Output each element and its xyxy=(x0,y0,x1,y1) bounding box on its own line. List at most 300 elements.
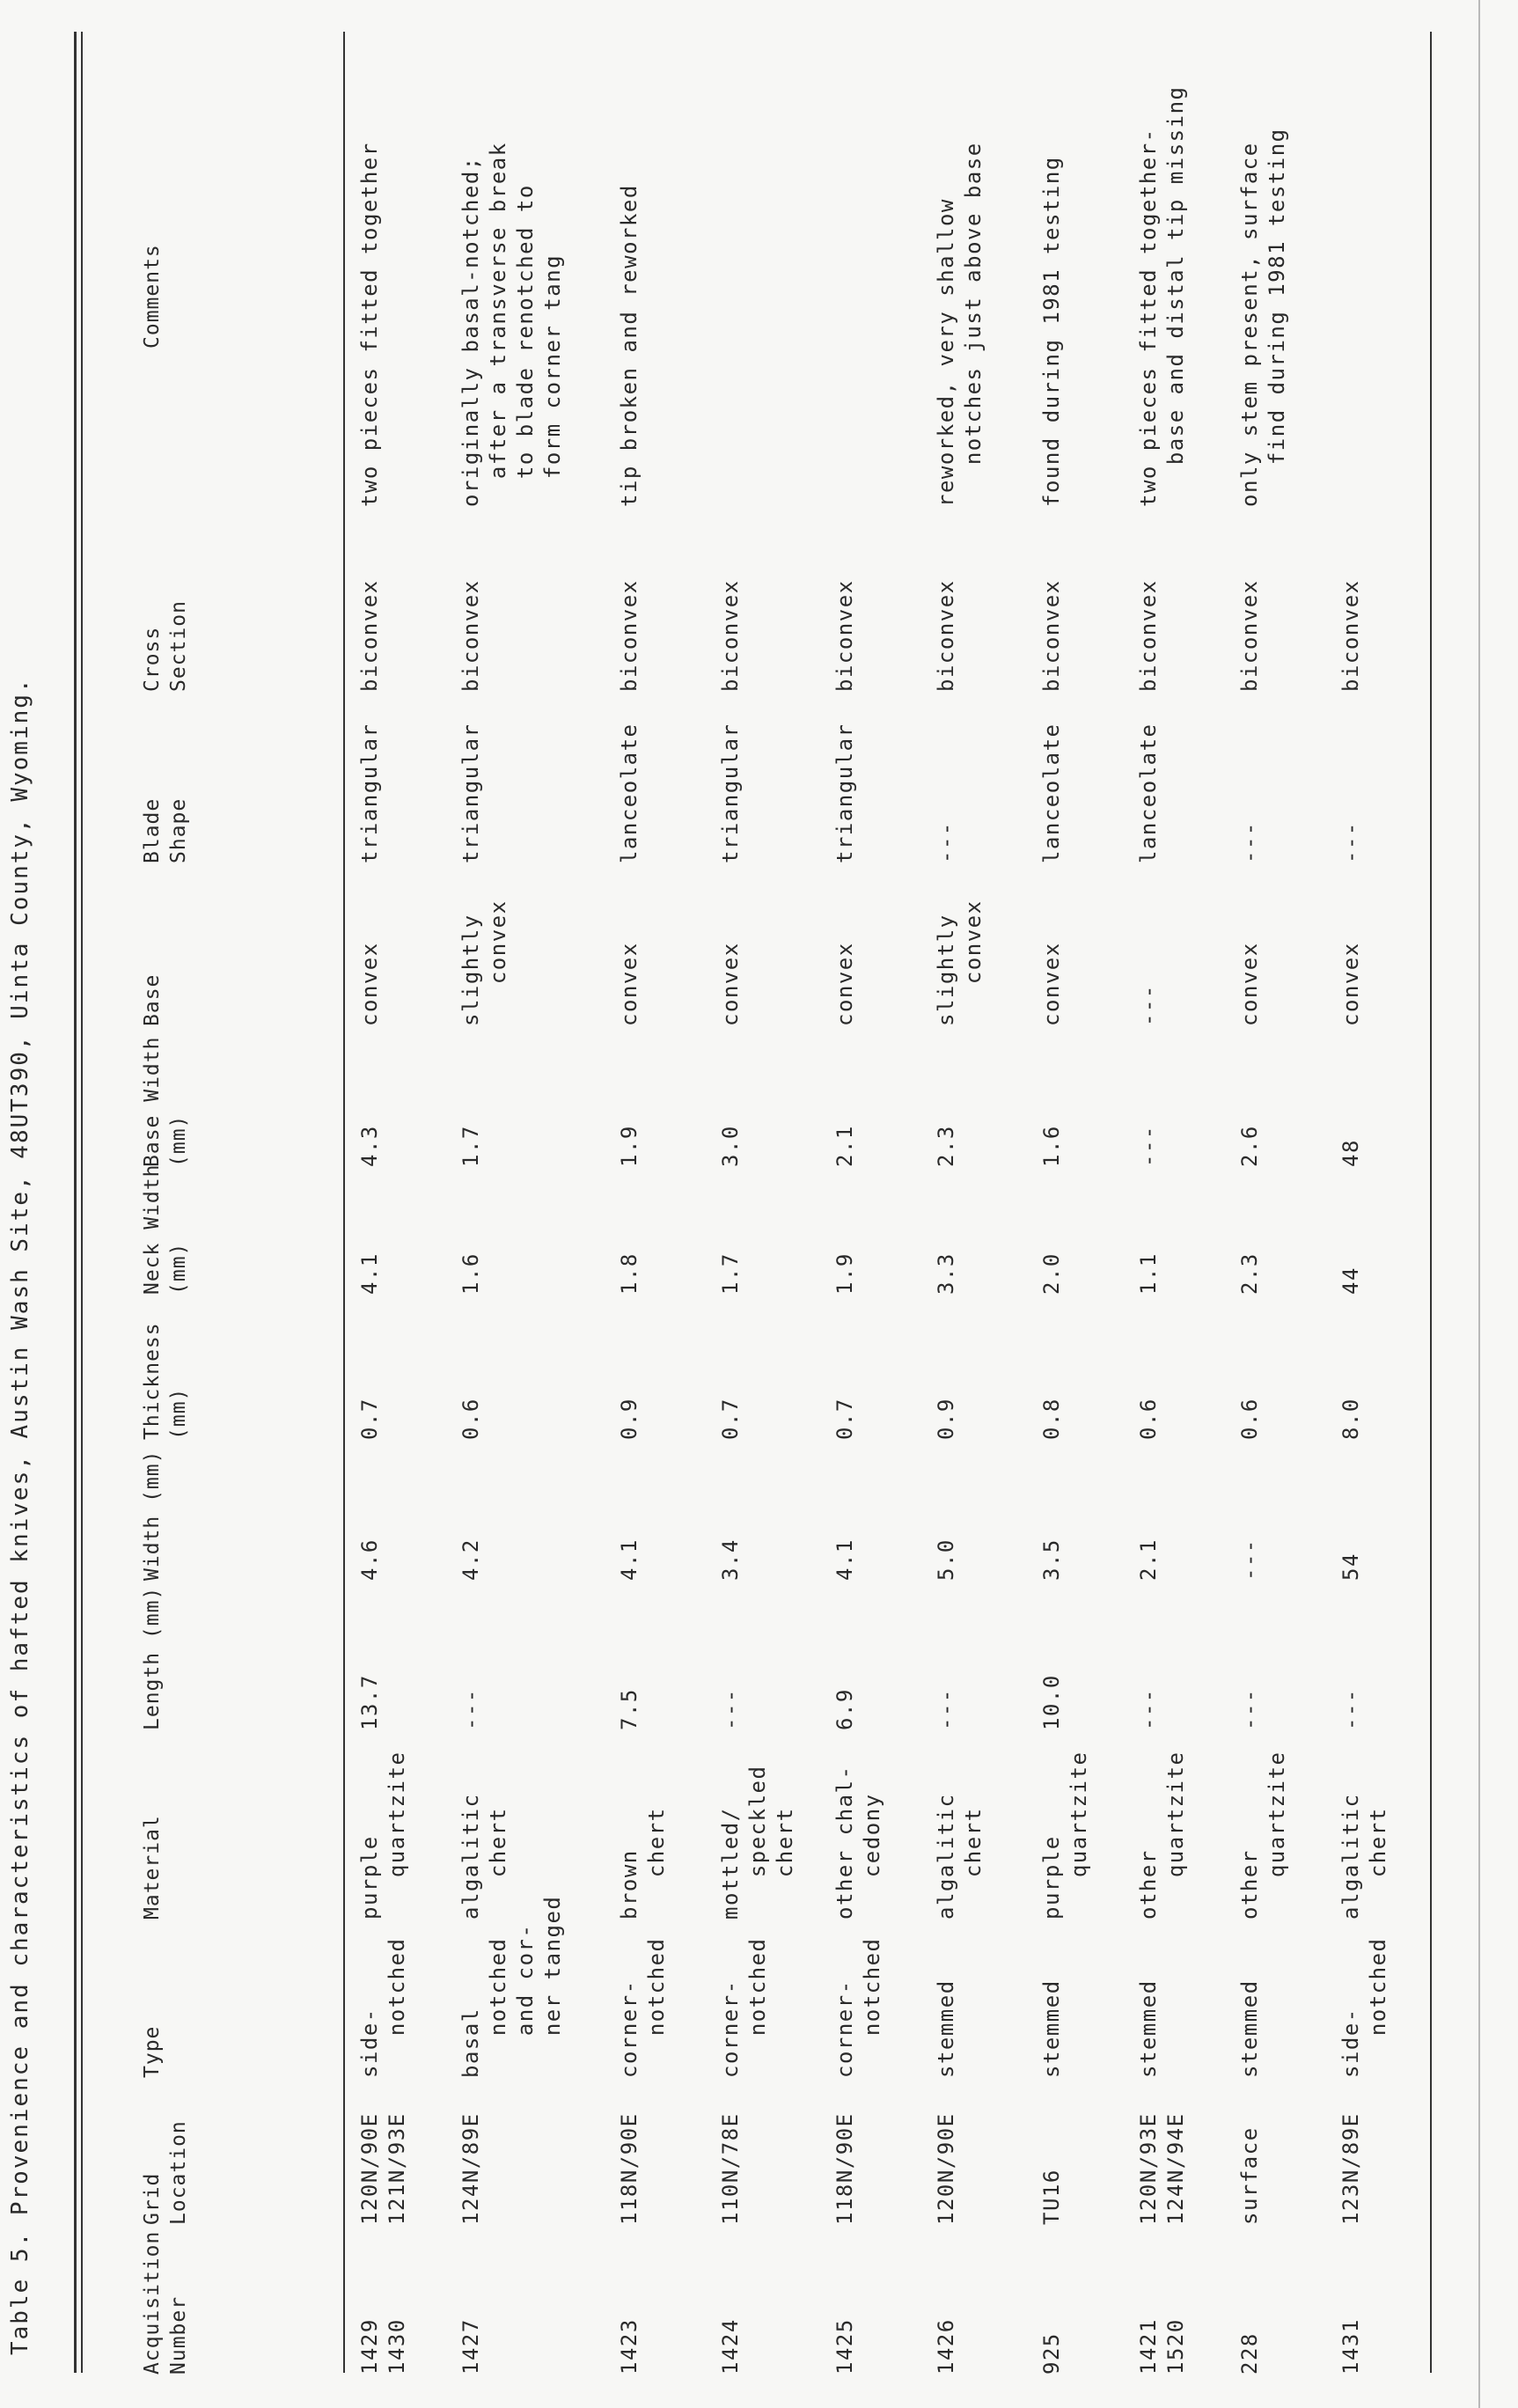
cell-text: convex xyxy=(961,899,986,1026)
cell-text: 0.9 xyxy=(934,1398,958,1440)
header-type xyxy=(139,2026,165,2078)
cell-text: base and distal tip missing xyxy=(1163,85,1188,507)
cell-thickness xyxy=(933,1398,960,1440)
cell-text: biconvex xyxy=(1237,579,1262,692)
cell-acquisition-number xyxy=(356,2318,411,2375)
header-acquisition-number xyxy=(139,2231,192,2375)
cell-cross-section xyxy=(356,579,384,692)
cell-text: 1.7 xyxy=(458,1125,483,1167)
cell-text: triangular xyxy=(832,723,857,863)
cell-text: biconvex xyxy=(832,579,857,692)
header-rule xyxy=(343,32,345,2373)
cell-text: stemmed xyxy=(1039,1979,1064,2078)
cell-text: 1.7 xyxy=(718,1252,743,1295)
cell-thickness xyxy=(1038,1398,1066,1440)
cell-width xyxy=(1038,1538,1066,1581)
header-text: Cross xyxy=(141,626,164,692)
cell-text: 120N/90E xyxy=(357,2112,382,2225)
cell-text: lanceolate xyxy=(617,723,642,863)
cell-text: 1423 xyxy=(617,2318,642,2375)
cell-comments xyxy=(458,142,567,507)
cell-text: algalitic xyxy=(458,1793,483,1920)
cell-type xyxy=(1338,1938,1392,2079)
cell-comments xyxy=(933,142,987,507)
cell-base xyxy=(933,899,987,1026)
cell-width xyxy=(458,1538,485,1581)
cell-base xyxy=(1038,942,1066,1026)
cell-text: lanceolate xyxy=(1039,723,1064,863)
cell-grid-location xyxy=(832,2112,859,2225)
header-text: Thickness xyxy=(141,1322,164,1440)
header-text: Length (mm) xyxy=(141,1586,164,1730)
header-text: Location xyxy=(167,2120,190,2225)
cell-text: purple xyxy=(1039,1835,1064,1920)
cell-neck-width xyxy=(832,1252,859,1295)
cell-text: convex xyxy=(617,942,642,1026)
cell-text: 1.6 xyxy=(1039,1125,1064,1167)
cell-text: corner- xyxy=(617,1979,642,2078)
cell-text: purple xyxy=(357,1835,382,1920)
cell-text: 2.3 xyxy=(934,1125,958,1167)
cell-type xyxy=(616,1938,671,2079)
cell-width xyxy=(933,1538,960,1581)
cell-text: two pieces fitted together xyxy=(357,142,382,507)
cell-blade-shape xyxy=(1038,723,1066,864)
cell-text: 0.6 xyxy=(458,1398,483,1440)
header-blade-shape xyxy=(139,798,192,863)
cell-grid-location xyxy=(1338,2112,1365,2225)
cell-comments xyxy=(1135,86,1190,507)
cell-width xyxy=(1236,1538,1264,1581)
cell-text: biconvex xyxy=(1136,579,1161,692)
header-width xyxy=(139,1450,165,1581)
cell-cross-section xyxy=(832,579,859,692)
cell-text: 1.1 xyxy=(1136,1252,1161,1295)
cell-thickness xyxy=(832,1398,859,1440)
cell-cross-section xyxy=(1135,579,1162,692)
cell-length xyxy=(1038,1674,1066,1730)
cell-text: notches just above base xyxy=(961,142,986,507)
cell-text: other xyxy=(1136,1849,1161,1920)
cell-text: 4.2 xyxy=(458,1538,483,1581)
cell-neck-width xyxy=(717,1252,744,1295)
cell-length xyxy=(933,1688,960,1730)
cell-text: slightly xyxy=(934,914,958,1026)
cell-acquisition-number xyxy=(458,2318,485,2375)
cell-text: speckled xyxy=(745,1765,770,1920)
cell-text: chert xyxy=(644,1807,669,1920)
cell-text: lanceolate xyxy=(1136,723,1161,863)
cell-text: originally basal-notched; xyxy=(458,156,483,507)
cell-text: convex xyxy=(1039,942,1064,1026)
cell-grid-location xyxy=(356,2112,411,2225)
cell-text: 120N/90E xyxy=(934,2112,958,2225)
cell-length xyxy=(1135,1688,1162,1730)
header-text: (mm) xyxy=(167,1114,190,1167)
cell-base xyxy=(356,942,384,1026)
cell-text: --- xyxy=(1338,821,1363,863)
cell-base-width xyxy=(1236,1125,1264,1167)
cell-text: other chal- xyxy=(832,1765,857,1920)
cell-neck-width xyxy=(1338,1266,1365,1295)
cell-acquisition-number xyxy=(933,2318,960,2375)
header-text: (mm) xyxy=(167,1387,190,1440)
cell-thickness xyxy=(717,1398,744,1440)
header-text: Section xyxy=(167,600,190,692)
cell-text: 2.3 xyxy=(1237,1252,1262,1295)
cell-text: chert xyxy=(773,1807,797,1920)
cell-type xyxy=(1236,1979,1264,2078)
cell-text: notched xyxy=(486,1937,510,2078)
cell-base-width xyxy=(458,1125,485,1167)
cell-base-width xyxy=(832,1125,859,1167)
cell-acquisition-number xyxy=(1038,2332,1066,2375)
cell-text: --- xyxy=(1237,1538,1262,1581)
cell-text: notched xyxy=(385,1937,409,2078)
cell-acquisition-number xyxy=(1338,2318,1365,2375)
table-caption: Table 5. Provenience and characteristics of hafted knives, Austin Wash Site, 48UT390, Uinta County, Wyoming. xyxy=(7,677,33,2355)
cell-grid-location xyxy=(1236,2126,1264,2225)
header-text: Material xyxy=(141,1815,164,1920)
cell-type xyxy=(458,1896,567,2078)
cell-text: surface xyxy=(1237,2126,1262,2225)
cell-text: 0.6 xyxy=(1237,1398,1262,1440)
header-text: Number xyxy=(167,2295,190,2375)
cell-text: 3.0 xyxy=(718,1125,743,1167)
cell-text: brown xyxy=(617,1849,642,1920)
cell-acquisition-number xyxy=(717,2318,744,2375)
cell-text: chert xyxy=(961,1807,986,1920)
header-thickness xyxy=(139,1322,192,1440)
cell-text: convex xyxy=(486,899,510,1026)
cell-text: biconvex xyxy=(1338,579,1363,692)
cell-text: 1.9 xyxy=(617,1125,642,1167)
cell-type xyxy=(356,1938,411,2079)
cell-text: side- xyxy=(357,2008,382,2078)
cell-base-width xyxy=(1338,1139,1365,1167)
cell-cross-section xyxy=(1338,579,1365,692)
cell-comments xyxy=(356,142,384,507)
cell-text: 1.9 xyxy=(832,1252,857,1295)
header-comments xyxy=(139,244,165,349)
cell-text: 0.7 xyxy=(832,1398,857,1440)
cell-text: ner tanged xyxy=(540,1895,565,2078)
cell-text: convex xyxy=(1237,942,1262,1026)
cell-text: 925 xyxy=(1039,2332,1064,2375)
cell-text: 1431 xyxy=(1338,2318,1363,2375)
cell-thickness xyxy=(1338,1398,1365,1440)
cell-text: 4.3 xyxy=(357,1125,382,1167)
cell-base-width xyxy=(933,1125,960,1167)
cell-material xyxy=(933,1793,987,1920)
cell-width xyxy=(616,1538,643,1581)
cell-material xyxy=(832,1766,886,1920)
cell-base-width xyxy=(1135,1125,1162,1167)
cell-length xyxy=(832,1688,859,1730)
cell-base xyxy=(717,942,744,1026)
cell-grid-location xyxy=(1135,2112,1190,2225)
cell-text: 2.0 xyxy=(1039,1252,1064,1295)
header-length xyxy=(139,1587,165,1730)
cell-text: form corner tang xyxy=(540,253,565,507)
cell-text: convex xyxy=(357,942,382,1026)
cell-width xyxy=(356,1538,384,1581)
cell-material xyxy=(1338,1793,1392,1920)
cell-text: 7.5 xyxy=(617,1688,642,1730)
cell-text: triangular xyxy=(458,723,483,863)
header-text: (mm) xyxy=(167,1242,190,1295)
cell-text: 0.9 xyxy=(617,1398,642,1440)
cell-text: quartzite xyxy=(1067,1751,1091,1920)
header-base-width xyxy=(139,1037,192,1167)
cell-text: 44 xyxy=(1338,1266,1363,1295)
cell-text: found during 1981 testing xyxy=(1039,156,1064,507)
header-text: Comments xyxy=(141,244,164,349)
cell-text: 3.3 xyxy=(934,1252,958,1295)
cell-text: stemmed xyxy=(934,1979,958,2078)
cell-length xyxy=(717,1688,744,1730)
cell-text: 8.0 xyxy=(1338,1398,1363,1440)
cell-blade-shape xyxy=(616,723,643,864)
header-text: Grid xyxy=(141,2172,164,2225)
cell-neck-width xyxy=(1135,1252,1162,1295)
header-text: Base Width xyxy=(141,1036,164,1167)
cell-neck-width xyxy=(356,1252,384,1295)
cell-acquisition-number xyxy=(1135,2318,1190,2375)
top-rule-2 xyxy=(81,32,83,2373)
cell-width xyxy=(1338,1553,1365,1581)
cell-text: corner- xyxy=(832,1979,857,2078)
cell-text: triangular xyxy=(718,723,743,863)
cell-material xyxy=(616,1807,671,1920)
cell-text: biconvex xyxy=(458,579,483,692)
cell-material xyxy=(1038,1751,1093,1920)
cell-text: convex xyxy=(1338,942,1363,1026)
cell-grid-location xyxy=(616,2112,643,2225)
cell-text: to blade renotched to xyxy=(513,184,538,507)
cell-blade-shape xyxy=(933,821,960,863)
header-cross-section xyxy=(139,600,192,692)
cell-thickness xyxy=(458,1398,485,1440)
cell-text: 1.8 xyxy=(617,1252,642,1295)
cell-text: biconvex xyxy=(357,579,382,692)
header-neck-width xyxy=(139,1164,192,1295)
cell-cross-section xyxy=(1236,579,1264,692)
header-text: Shape xyxy=(167,797,190,863)
scan-edge xyxy=(1478,0,1480,2408)
cell-width xyxy=(717,1538,744,1581)
cell-length xyxy=(1236,1688,1264,1730)
cell-cross-section xyxy=(717,579,744,692)
cell-text: 4.1 xyxy=(832,1538,857,1581)
cell-text: algalitic xyxy=(934,1793,958,1920)
cell-text: 1520 xyxy=(1163,2318,1188,2375)
cell-text: 1421 xyxy=(1136,2318,1161,2375)
cell-text: two pieces fitted together- xyxy=(1136,128,1161,507)
cell-type xyxy=(933,1979,960,2078)
cell-text: notched xyxy=(644,1937,669,2078)
cell-base-width xyxy=(356,1125,384,1167)
cell-text: slightly xyxy=(458,914,483,1026)
cell-blade-shape xyxy=(1236,821,1264,863)
cell-text: --- xyxy=(1237,1688,1262,1730)
cell-text: 1425 xyxy=(832,2318,857,2375)
cell-text: --- xyxy=(1338,1688,1363,1730)
cell-material xyxy=(356,1751,411,1920)
bottom-rule xyxy=(1430,32,1432,2373)
cell-neck-width xyxy=(1038,1252,1066,1295)
cell-neck-width xyxy=(1236,1252,1264,1295)
cell-text: 118N/90E xyxy=(617,2112,642,2225)
cell-thickness xyxy=(1135,1398,1162,1440)
cell-text: --- xyxy=(1136,984,1161,1026)
cell-base-width xyxy=(717,1125,744,1167)
cell-text: algalitic xyxy=(1338,1793,1363,1920)
header-text: Acquisition xyxy=(141,2230,164,2375)
cell-cross-section xyxy=(458,579,485,692)
cell-text: convex xyxy=(832,942,857,1026)
cell-text: notched xyxy=(860,1937,884,2078)
cell-text: biconvex xyxy=(1039,579,1064,692)
cell-base xyxy=(458,899,512,1026)
cell-text: 1.6 xyxy=(458,1252,483,1295)
cell-text: 4.1 xyxy=(357,1252,382,1295)
cell-text: notched xyxy=(1366,1937,1390,2078)
cell-text: 4.6 xyxy=(357,1538,382,1581)
header-text: Neck Width xyxy=(141,1164,164,1295)
cell-text: after a transverse break xyxy=(486,142,510,507)
cell-text: 228 xyxy=(1237,2332,1262,2375)
cell-text: 1424 xyxy=(718,2318,743,2375)
cell-width xyxy=(832,1538,859,1581)
cell-text: 13.7 xyxy=(357,1674,382,1730)
cell-text: --- xyxy=(458,1688,483,1730)
cell-base xyxy=(1135,984,1162,1026)
cell-text: only stem present, surface xyxy=(1237,142,1262,507)
cell-grid-location xyxy=(717,2112,744,2225)
cell-text: 121N/93E xyxy=(385,2112,409,2225)
cell-cross-section xyxy=(1038,579,1066,692)
cell-base xyxy=(1236,942,1264,1026)
cell-text: biconvex xyxy=(934,579,958,692)
cell-blade-shape xyxy=(356,723,384,864)
header-text: Type xyxy=(141,2025,164,2078)
cell-text: 1430 xyxy=(385,2318,409,2375)
cell-length xyxy=(1338,1688,1365,1730)
cell-text: TU16 xyxy=(1039,2169,1064,2225)
cell-base-width xyxy=(1038,1125,1066,1167)
cell-text: --- xyxy=(1237,821,1262,863)
cell-text: 1427 xyxy=(458,2318,483,2375)
cell-text: 124N/94E xyxy=(1163,2112,1188,2225)
cell-type xyxy=(1038,1979,1066,2078)
header-grid-location xyxy=(139,2120,192,2225)
cell-text: find during 1981 testing xyxy=(1265,128,1289,507)
cell-material xyxy=(1236,1751,1291,1920)
cell-text: 4.1 xyxy=(617,1538,642,1581)
cell-text: 0.8 xyxy=(1039,1398,1064,1440)
cell-neck-width xyxy=(458,1252,485,1295)
cell-comments xyxy=(1236,128,1291,507)
header-text: Blade xyxy=(141,797,164,863)
cell-text: 123N/89E xyxy=(1338,2112,1363,2225)
header-material xyxy=(139,1815,165,1920)
cell-text: 0.6 xyxy=(1136,1398,1161,1440)
cell-blade-shape xyxy=(832,723,859,864)
cell-text: 6.9 xyxy=(832,1688,857,1730)
cell-comments xyxy=(616,184,643,507)
cell-blade-shape xyxy=(458,723,485,864)
cell-text: quartzite xyxy=(1265,1751,1289,1920)
cell-text: 48 xyxy=(1338,1139,1363,1167)
cell-type xyxy=(717,1938,772,2079)
cell-acquisition-number xyxy=(1236,2332,1264,2375)
cell-text: 3.4 xyxy=(718,1538,743,1581)
cell-blade-shape xyxy=(1135,723,1162,864)
cell-text: 0.7 xyxy=(357,1398,382,1440)
cell-text: triangular xyxy=(357,723,382,863)
cell-text: 3.5 xyxy=(1039,1538,1064,1581)
cell-blade-shape xyxy=(717,723,744,864)
cell-text: basal xyxy=(458,2008,483,2078)
cell-neck-width xyxy=(616,1252,643,1295)
cell-text: chert xyxy=(1366,1807,1390,1920)
cell-length xyxy=(616,1688,643,1730)
cell-text: quartzite xyxy=(1163,1751,1188,1920)
cell-cross-section xyxy=(616,579,643,692)
cell-text: 1429 xyxy=(357,2318,382,2375)
cell-cross-section xyxy=(933,579,960,692)
cell-material xyxy=(717,1766,799,1920)
cell-material xyxy=(1135,1751,1190,1920)
cell-text: and cor- xyxy=(513,1923,538,2078)
cell-text: 10.0 xyxy=(1039,1674,1064,1730)
cell-text: --- xyxy=(1136,1688,1161,1730)
cell-text: 110N/78E xyxy=(718,2112,743,2225)
cell-material xyxy=(458,1793,512,1920)
cell-grid-location xyxy=(458,2112,485,2225)
top-rule xyxy=(74,32,77,2373)
cell-text: 54 xyxy=(1338,1553,1363,1581)
cell-comments xyxy=(1038,156,1066,507)
cell-text: biconvex xyxy=(718,579,743,692)
cell-acquisition-number xyxy=(616,2318,643,2375)
cell-text: corner- xyxy=(718,1979,743,2078)
cell-text: 124N/89E xyxy=(458,2112,483,2225)
cell-text: --- xyxy=(1136,1125,1161,1167)
cell-text: other xyxy=(1237,1849,1262,1920)
cell-text: quartzite xyxy=(385,1751,409,1920)
cell-text: 5.0 xyxy=(934,1538,958,1581)
cell-text: reworked, very shallow xyxy=(934,198,958,507)
cell-neck-width xyxy=(933,1252,960,1295)
cell-type xyxy=(1135,1979,1162,2078)
cell-length xyxy=(356,1674,384,1730)
cell-blade-shape xyxy=(1338,821,1365,863)
cell-length xyxy=(458,1688,485,1730)
cell-text: --- xyxy=(934,1688,958,1730)
cell-thickness xyxy=(616,1398,643,1440)
cell-grid-location xyxy=(1038,2169,1066,2225)
cell-base-width xyxy=(616,1125,643,1167)
cell-text: --- xyxy=(718,1688,743,1730)
cell-grid-location xyxy=(933,2112,960,2225)
cell-text: 2.1 xyxy=(1136,1538,1161,1581)
cell-text: 1426 xyxy=(934,2318,958,2375)
cell-acquisition-number xyxy=(832,2318,859,2375)
cell-text: 118N/90E xyxy=(832,2112,857,2225)
cell-text: 0.7 xyxy=(718,1398,743,1440)
